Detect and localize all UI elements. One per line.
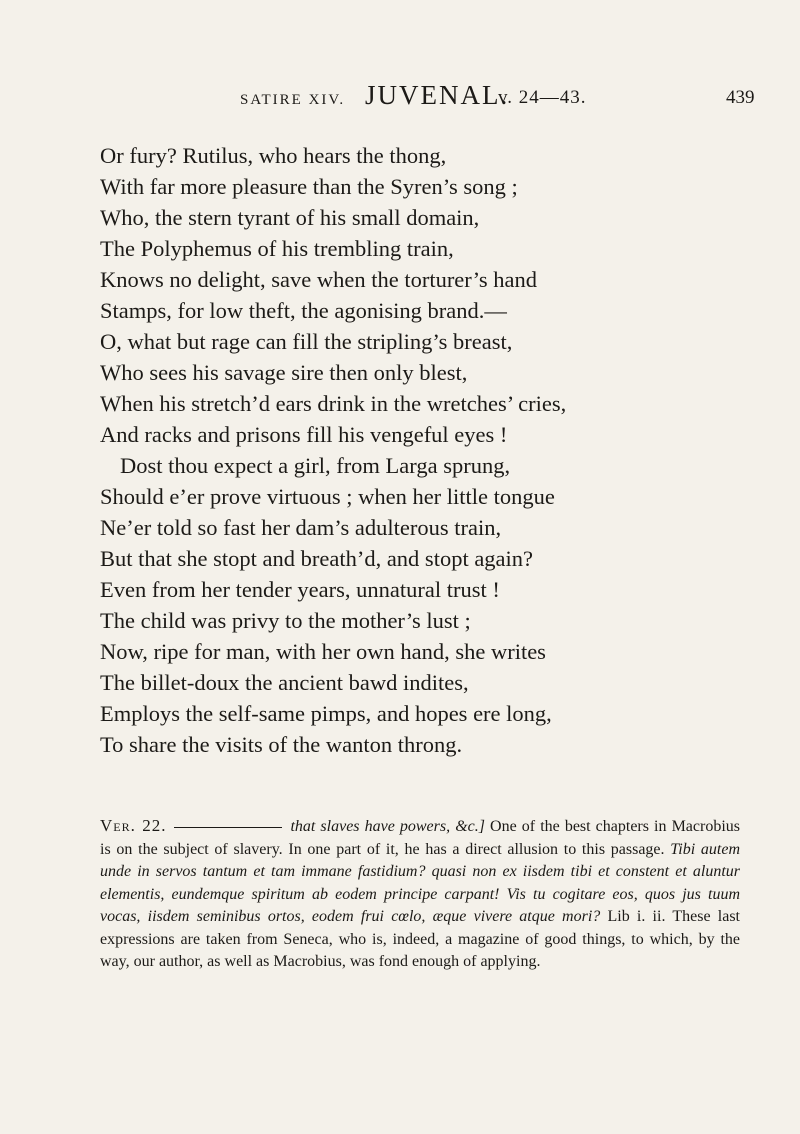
running-header <box>240 80 760 120</box>
poem-line: The billet-doux the ancient bawd indites, <box>100 670 469 695</box>
poem-line: Dost thou expect a girl, from Larga sprung, <box>120 453 511 478</box>
poem-line: O, what but rage can fill the stripling’s breast, <box>100 329 513 354</box>
header-author: JUVENAL. <box>365 80 510 110</box>
poem-line: Even from her tender years, unnatural trust ! <box>100 577 500 602</box>
header-satire-number: SATIRE XIV. <box>240 92 346 108</box>
footnote-dash <box>174 827 282 828</box>
poem-line: Should e’er prove virtuous ; when her little tongue <box>100 484 555 509</box>
poem-line: Or fury? Rutilus, who hears the thong, <box>100 143 447 168</box>
page-number: 439 <box>726 87 755 108</box>
poem-line: The Polyphemus of his trembling train, <box>100 236 454 261</box>
poem-line: Ne’er told so fast her dam’s adulterous train, <box>100 515 502 540</box>
footnote-text: One of the best chapters in Macrobius is on the subject of slavery. In one part of it, he has a direct allusion to this passage. <box>100 818 740 858</box>
poem-line: Knows no delight, save when the torturer’s hand <box>100 267 537 292</box>
footnote-latin-quote: Tibi autem unde in servos tantum et tam immane fastidium? quasi non ex iisdem tibi et constent et aluntur elementis, eundemque spiritum ab eodem principe carpant! Vis tu cogitare eos, quos jus tuum vocas, iisdem seminibus ortos, eodem frui cœlo, æque vivere atque mori? <box>100 840 740 925</box>
footnote-verse-ref: Ver. 22. <box>100 816 167 835</box>
poem-line: But that she stopt and breath’d, and stopt again? <box>100 546 534 571</box>
poem-text <box>100 140 740 760</box>
poem-line: When his stretch’d ears drink in the wretches’ cries, <box>100 391 567 416</box>
header-verse-range: v. 24—43. <box>498 87 587 108</box>
footnote-text: Lib i. ii. These last expressions are taken from Seneca, who is, indeed, a magazine of good things, to which, by the way, our author, as well as Macrobius, was fond enough of applying. <box>100 908 740 970</box>
poem-line: To share the visits of the wanton throng. <box>100 732 463 757</box>
poem-line: Now, ripe for man, with her own hand, she writes <box>100 639 546 664</box>
footnote-lemma: that slaves have powers, &c.] <box>290 818 485 835</box>
poem-line: With far more pleasure than the Syren’s song ; <box>100 174 518 199</box>
poem-line: Who, the stern tyrant of his small domain, <box>100 205 480 230</box>
poem-line: And racks and prisons fill his vengeful eyes ! <box>100 422 508 447</box>
poem-line: Employs the self-same pimps, and hopes ere long, <box>100 701 552 726</box>
poem-line: Stamps, for low theft, the agonising brand.— <box>100 298 507 323</box>
footnote <box>100 815 740 974</box>
poem-line: The child was privy to the mother’s lust ; <box>100 608 471 633</box>
poem-line: Who sees his savage sire then only blest, <box>100 360 468 385</box>
